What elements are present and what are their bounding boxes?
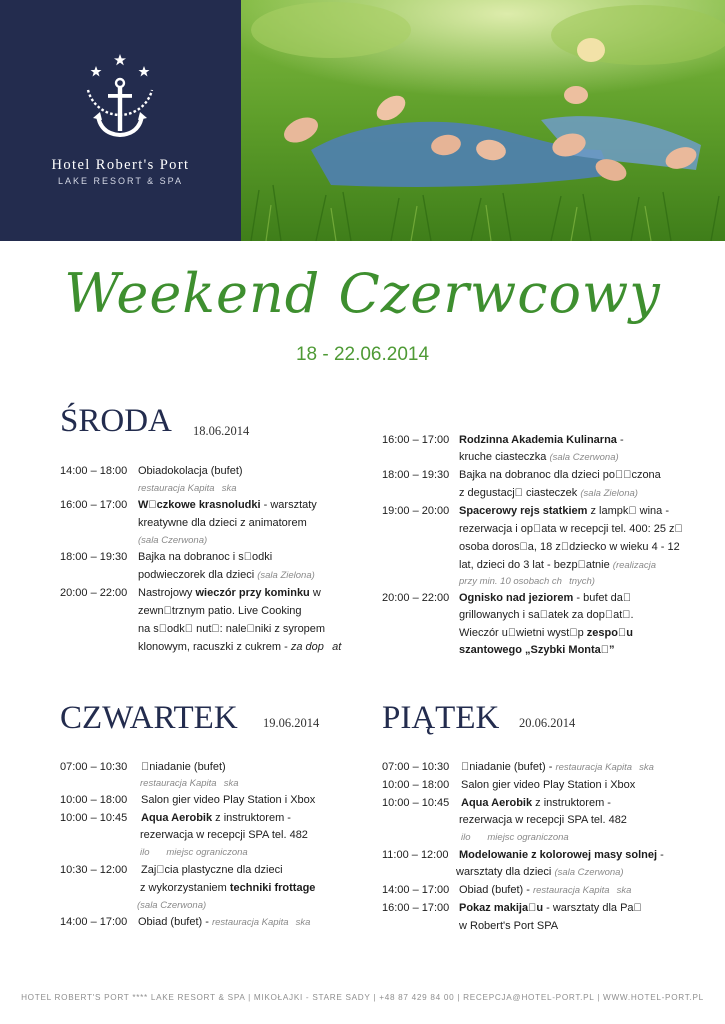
day-title-sroda: ŚRODA [60, 403, 172, 439]
schedule-line [459, 557, 656, 574]
time: 10:00 – 10:45 [382, 797, 450, 809]
day-date-sroda: 18.06.2014 [193, 424, 250, 438]
day-date-piatek: 20.06.2014 [519, 716, 576, 730]
event-title: Modelowanie z kolorowej masy solnej [459, 849, 658, 861]
event-text: lat, dzieci do 3 lat - bezp atnie [459, 559, 613, 571]
schedule-line [382, 882, 631, 899]
event-text: Wieczór u wietni wyst p [459, 627, 587, 639]
time: 10:00 – 10:45 [60, 812, 128, 824]
page-title: Weekend Czerwcowy [64, 262, 661, 325]
day-date-czwartek: 19.06.2014 [263, 716, 320, 730]
schedule-line [140, 880, 315, 896]
event-text: warsztaty dla dzieci [456, 866, 555, 878]
event-text: Obiadokolacja (bufet) [138, 465, 243, 477]
footer-contact: HOTEL ROBERT'S PORT **** LAKE RESORT & SPA | MIKOŁAJKI - STARE SADY | +48 87 429 84 00 | RECEPCJA@HOTEL-PORT.PL | WWW.HOTEL-PORT.PL [21, 993, 704, 1002]
schedule-line [140, 827, 308, 843]
event-text:  niadanie (bufet) - [461, 761, 556, 773]
day-title-piatek: PIĄTEK [382, 700, 500, 736]
event-text: Bajka na dobranoc dla dzieci po  czona [459, 469, 661, 481]
price-note: za dop at  [290, 641, 350, 653]
event-text: klonowym, racuszki z cukrem - [138, 641, 291, 653]
event-title: Spacerowy rejs statkiem [459, 505, 588, 517]
schedule-line [60, 585, 321, 601]
schedule-line [382, 467, 661, 483]
time: 14:00 – 17:00 [60, 916, 128, 928]
location-note: (sala Zielona) [257, 570, 315, 581]
location-note: (sala Czerwona) [138, 535, 208, 546]
children-grass-image [241, 0, 725, 241]
event-text: z instruktorem - [212, 812, 291, 824]
schedule-line [459, 449, 619, 466]
note: ilo   miejsc ograniczona [461, 832, 569, 843]
day-title-czwartek: CZWARTEK [60, 700, 238, 736]
schedule-line [382, 795, 611, 811]
event-dates: 18 - 22.06.2014 [295, 344, 430, 365]
event-title: Rodzinna Akademia Kulinarna [459, 434, 617, 446]
event-text: z lampk  wina - [587, 505, 670, 517]
schedule-line [382, 900, 642, 916]
event-title: techniki frottage [229, 882, 316, 894]
header-photo [241, 0, 725, 241]
event-text: Obiad (bufet) - [459, 884, 533, 896]
event-text: zewn trznym patio. Live Cooking [138, 605, 302, 617]
schedule-line [382, 759, 654, 776]
location-note: (sala Czerwona) [137, 900, 207, 911]
event-text: - [616, 434, 624, 446]
schedule-line [459, 642, 615, 658]
time: 11:00 – 12:00 [382, 849, 449, 861]
schedule-line [138, 515, 307, 531]
event-text: grillowanych i sa atek za dop at . [459, 609, 634, 621]
schedule-line [60, 549, 272, 565]
time: 10:00 – 18:00 [382, 779, 450, 791]
schedule-line [60, 759, 226, 775]
schedule-line [138, 639, 350, 655]
schedule-line [60, 810, 291, 826]
time: 10:00 – 18:00 [60, 794, 128, 806]
schedule-line [456, 864, 624, 881]
event-title: szantowego „Szybki Monta ” [459, 644, 615, 656]
time: 07:00 – 10:30 [60, 761, 128, 773]
event-text: kruche ciasteczka [459, 451, 550, 463]
schedule-line [60, 914, 310, 931]
location-note: restauracja Kapita ska [138, 483, 237, 494]
brand-name: Hotel Robert's Port [51, 157, 190, 173]
event-text: na s odk  nut : nale niki z syropem [138, 623, 326, 635]
event-title: W czkowe krasnoludki [138, 499, 261, 511]
schedule-line [60, 497, 317, 513]
event-text: Salon gier video Play Station i Xbox [461, 779, 636, 791]
schedule-line [382, 503, 669, 519]
anchor-icon [70, 50, 170, 150]
location-note: restauracja Kapita ska [532, 885, 632, 896]
schedule-line [60, 862, 283, 878]
event-text: - bufet da  [573, 592, 632, 604]
event-title: Pokaz makija u [459, 902, 544, 914]
event-title: Aqua Aerobik [461, 797, 533, 809]
location-note: (sala Czerwona) [549, 452, 619, 463]
event-text: kreatywne dla dzieci z animatorem [138, 517, 307, 529]
location-note: (sala Czerwona) [554, 867, 624, 878]
event-text: rezerwacja w recepcji SPA tel. 482 [459, 814, 627, 826]
schedule-line [459, 812, 627, 828]
time: 14:00 – 18:00 [60, 465, 128, 477]
schedule-line [60, 792, 315, 808]
event-text: z degustacj  ciasteczek [459, 487, 581, 499]
schedule-line [459, 918, 558, 934]
schedule-line [140, 844, 248, 861]
event-text: rezerwacja w recepcji SPA tel. 482 [140, 829, 308, 841]
event-text: Nastrojowy [138, 587, 196, 599]
time: 20:00 – 22:00 [382, 592, 450, 604]
event-text: osoba doros a, 18 z dziecko w wieku 4 - 12 [459, 541, 680, 553]
schedule-line [138, 532, 207, 549]
schedule-line [138, 603, 302, 619]
schedule-line [459, 607, 634, 623]
schedule-line [459, 625, 633, 641]
event-text: Salon gier video Play Station i Xbox [141, 794, 316, 806]
time: 16:00 – 17:00 [382, 902, 450, 914]
event-title: Aqua Aerobik [141, 812, 213, 824]
event-text: Zaj cia plastyczne dla dzieci [141, 864, 283, 876]
time: 10:30 – 12:00 [60, 864, 128, 876]
event-text: w [309, 587, 321, 599]
event-text: - [657, 849, 664, 861]
schedule-line [138, 621, 325, 637]
event-text: - warsztaty [260, 499, 317, 511]
time: 07:00 – 10:30 [382, 761, 450, 773]
hotel-logo-panel [0, 0, 241, 241]
time: 18:00 – 19:30 [60, 551, 128, 563]
event-text: z instruktorem - [532, 797, 611, 809]
event-text: Bajka na dobranoc i s odki [138, 551, 273, 563]
event-text: z wykorzystaniem [140, 882, 230, 894]
time: 20:00 – 22:00 [60, 587, 128, 599]
schedule-line [459, 485, 638, 502]
schedule-line [459, 539, 680, 555]
event-text: podwieczorek dla dzieci [138, 569, 258, 581]
location-note: (sala Zielona) [580, 488, 638, 499]
schedule-line [138, 480, 236, 497]
note: (realizacja [612, 560, 657, 571]
schedule-line [382, 777, 635, 793]
schedule-line [459, 521, 683, 537]
schedule-line [60, 463, 243, 479]
schedule-line [459, 573, 595, 590]
event-text: w Robert's Port SPA [459, 920, 559, 932]
schedule-line [382, 847, 664, 863]
location-note: restauracja Kapita ska [555, 762, 654, 773]
time: 14:00 – 17:00 [382, 884, 450, 896]
brand-subtitle: LAKE RESORT & SPA [57, 176, 184, 186]
event-text: rezerwacja i op ata w recepcji tel. 400: 25 z  [459, 523, 683, 535]
event-text: Obiad (bufet) - [138, 916, 212, 928]
event-text:  niadanie (bufet) [141, 761, 226, 773]
note: przy min. 10 osobach ch tnych) [459, 576, 595, 587]
schedule-line [137, 897, 206, 914]
note: ilo   miejsc ograniczona [140, 847, 248, 858]
time: 18:00 – 19:30 [382, 469, 450, 481]
location-note: restauracja Kapita ska [140, 778, 239, 789]
schedule-line [461, 829, 569, 846]
time: 16:00 – 17:00 [60, 499, 128, 511]
schedule-line [382, 432, 624, 448]
event-title: zespo u [586, 627, 633, 639]
event-title: wieczór przy kominku [195, 587, 310, 599]
event-text: - warsztaty dla Pa  [543, 902, 642, 914]
schedule-line [138, 567, 315, 584]
location-note: restauracja Kapita ska [211, 917, 311, 928]
time: 16:00 – 17:00 [382, 434, 450, 446]
schedule-line [382, 590, 631, 606]
schedule-line [140, 775, 238, 792]
time: 19:00 – 20:00 [382, 505, 450, 517]
event-title: Ognisko nad jeziorem [459, 592, 574, 604]
